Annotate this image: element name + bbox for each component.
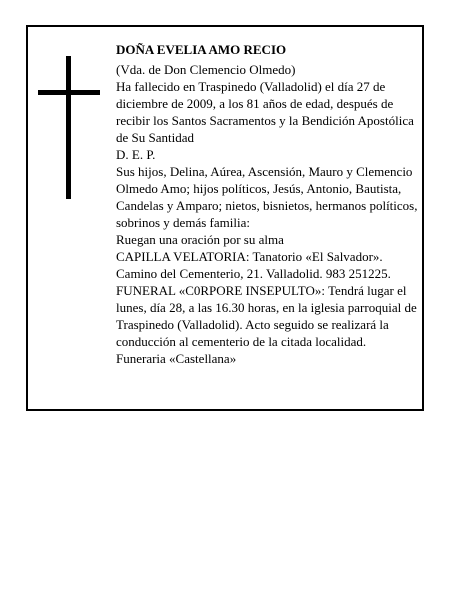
- cross-vertical-bar: [66, 56, 71, 199]
- rip-line: D. E. P.: [116, 147, 156, 162]
- deceased-name: DOÑA EVELIA AMO RECIO: [116, 42, 287, 57]
- death-announcement: Ha fallecido en Traspinedo (Valladolid) el día 27 de diciembre de 2009, a los 81 años de edad, después de recibir los Santos Sacramentos y la Bendición Apostólica de Su Santidad: [116, 79, 414, 145]
- funeral-home: Funeraria «Castellana»: [116, 351, 237, 366]
- widow-of-line: (Vda. de Don Clemencio Olmedo): [116, 62, 296, 77]
- cross-icon: [38, 56, 102, 200]
- obituary-notice: [26, 25, 424, 411]
- prayer-request: Ruegan una oración por su alma: [116, 232, 284, 247]
- funeral-info: FUNERAL «C0RPORE INSEPULTO»: Tendrá lugar el lunes, día 28, a las 16.30 horas, en la iglesia parroquial de Traspinedo (Valladolid). Acto seguido se realizará la conducción al cementerio de la citada localidad.: [116, 283, 417, 349]
- chapel-info: CAPILLA VELATORIA: Tanatorio «El Salvador». Camino del Cementerio, 21. Valladolid. 983 251225.: [116, 249, 391, 281]
- family-list: Sus hijos, Delina, Aúrea, Ascensión, Mauro y Clemencio Olmedo Amo; hijos políticos, Jesús, Antonio, Bautista, Candelas y Amparo; nietos, bisnietos, hermanos políticos, sobrinos y demás familia:: [116, 164, 418, 230]
- obituary-text: [116, 41, 424, 367]
- cross-horizontal-bar: [38, 90, 100, 95]
